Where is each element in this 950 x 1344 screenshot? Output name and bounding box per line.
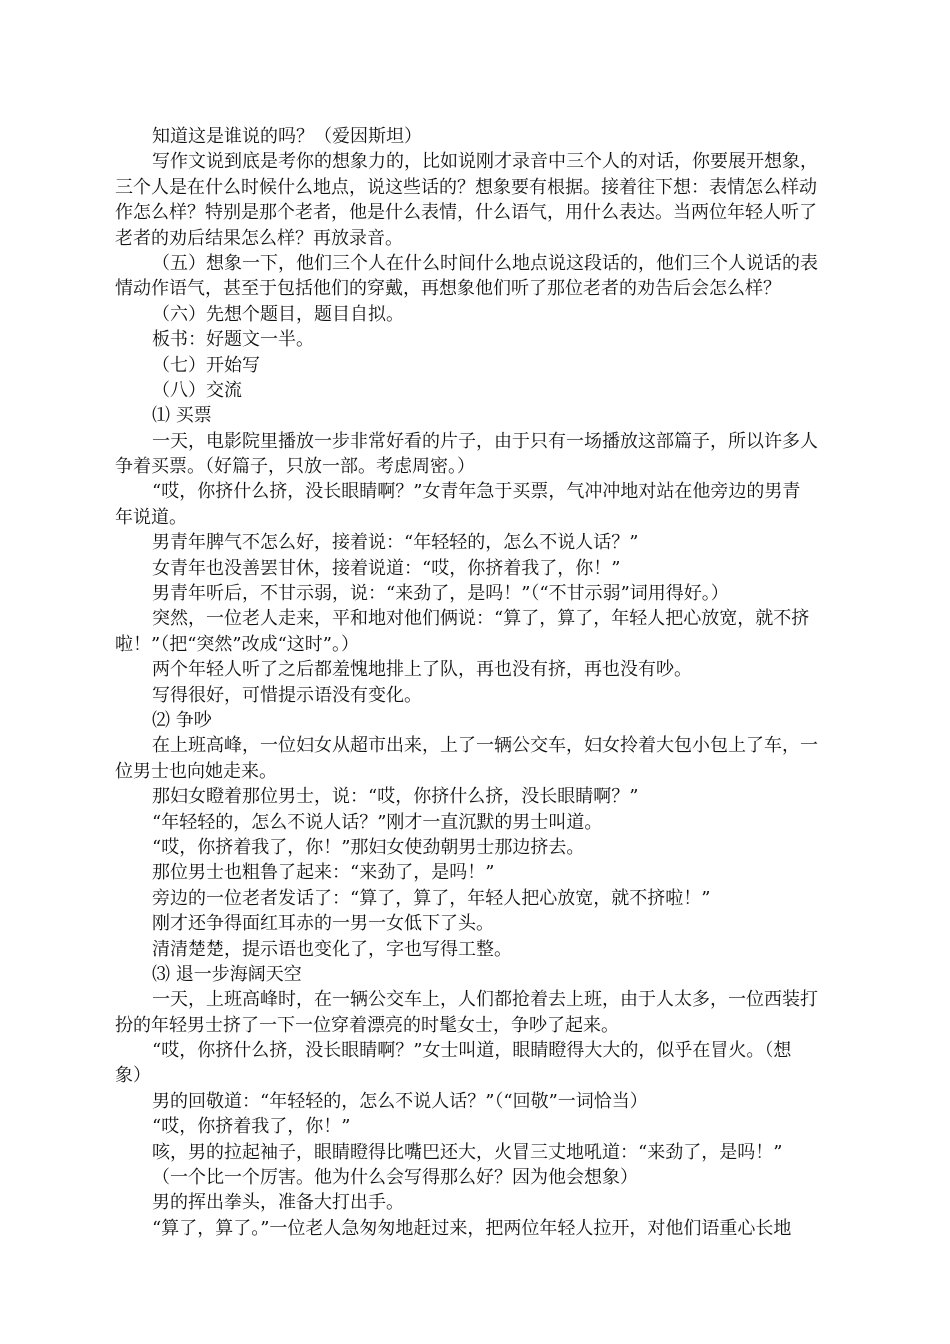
text-line: “哎，你挤着我了，你！”那妇女使劲朝男士那边挤去。 (152, 836, 585, 858)
text-line: 老者的劝后结果怎么样？再放录音。 (115, 227, 403, 249)
text-line: “哎，你挤什么挤，没长眼睛啊？”女士叫道，眼睛瞪得大大的，似乎在冒火。（想 (152, 1040, 792, 1062)
text-line: 清清楚楚，提示语也变化了，字也写得工整。 (152, 938, 512, 960)
text-line: 男的回敬道：“年轻轻的，怎么不说人话？”（“回敬”一词恰当） (152, 1090, 648, 1112)
text-line: 两个年轻人听了之后都羞愧地排上了队，再也没有挤，再也没有吵。 (152, 659, 692, 681)
text-line: ⑶ 退一步海阔天空 (152, 963, 302, 985)
text-line: 年说道。 (115, 506, 187, 528)
text-line: （五）想象一下，他们三个人在什么时间什么地点说这段话的，他们三个人说话的表 (152, 252, 818, 274)
text-line: 一天，上班高峰时，在一辆公交车上，人们都抢着去上班，由于人太多，一位西装打 (152, 989, 818, 1011)
text-line: 三个人是在什么时候什么地点，说这些话的？想象要有根据。接着往下想：表情怎么样动 (115, 176, 817, 198)
text-line: 在上班高峰，一位妇女从超市出来，上了一辆公交车，妇女拎着大包小包上了车，一 (152, 735, 818, 757)
text-line: 男青年听后，不甘示弱，说：“来劲了，是吗！”（“不甘示弱”词用得好。） (152, 583, 729, 605)
text-line: （八）交流 (152, 379, 242, 401)
text-line: 扮的年轻男士挤了一下一位穿着漂亮的时髦女士，争吵了起来。 (115, 1014, 619, 1036)
document-page (115, 124, 839, 1241)
text-line: 写作文说到底是考你的想象力的，比如说刚才录音中三个人的对话，你要展开想象， (152, 151, 818, 173)
text-line: ⑵ 争吵 (152, 709, 212, 731)
text-line: 女青年也没善罢甘休，接着说道：“哎，你挤着我了，你！” (152, 557, 621, 579)
text-line: 啦！”（把“突然”改成“这时”。） (115, 633, 360, 655)
text-line: 作怎么样？特别是那个老者，他是什么表情，什么语气，用什么表达。当两位年轻人听了 (115, 202, 817, 224)
text-line: （六）先想个题目，题目自拟。 (152, 303, 404, 325)
text-line: “年轻轻的，怎么不说人话？”刚才一直沉默的男士叫道。 (152, 811, 603, 833)
text-line: 写得很好，可惜提示语没有变化。 (152, 684, 422, 706)
text-line: 那位男士也粗鲁了起来：“来劲了，是吗！” (152, 862, 495, 884)
text-line: 男的挥出拳头，准备大打出手。 (152, 1192, 404, 1214)
text-line: ⑴ 买票 (152, 405, 212, 427)
text-line: 一天，电影院里播放一步非常好看的片子，由于只有一场播放这部篇子，所以许多人 (152, 430, 818, 452)
text-line: （一个比一个厉害。他为什么会写得那么好？因为他会想象） (152, 1167, 638, 1189)
text-line: “哎，你挤什么挤，没长眼睛啊？”女青年急于买票，气冲冲地对站在他旁边的男青 (152, 481, 801, 503)
text-line: 知道这是谁说的吗？（爱因斯坦） (152, 126, 422, 147)
text-line: 情动作语气，甚至于包括他们的穿戴，再想象他们听了那位老者的劝告后会怎么样？ (115, 278, 781, 300)
text-line: 刚才还争得面红耳赤的一男一女低下了头。 (152, 913, 494, 935)
text-line: （七）开始写 (152, 354, 260, 376)
text-line: 咳，男的拉起袖子，眼睛瞪得比嘴巴还大，火冒三丈地吼道：“来劲了，是吗！” (152, 1141, 783, 1163)
text-line: 突然，一位老人走来，平和地对他们俩说：“算了，算了，年轻人把心放宽，就不挤 (152, 608, 810, 630)
text-line: 板书：好题文一半。 (152, 329, 314, 351)
text-line: 那妇女瞪着那位男士，说：“哎，你挤什么挤，没长眼睛啊？” (152, 786, 639, 808)
text-line: 男青年脾气不怎么好，接着说：“年轻轻的，怎么不说人话？” (152, 532, 639, 554)
text-line: 争着买票。（好篇子，只放一部。考虑周密。） (115, 456, 475, 478)
text-line: 象） (115, 1065, 151, 1087)
text-line: “算了，算了。”一位老人急匆匆地赶过来，把两位年轻人拉开，对他们语重心长地 (152, 1217, 792, 1239)
text-line: 旁边的一位老者发话了：“算了，算了，年轻人把心放宽，就不挤啦！” (152, 887, 711, 909)
text-line: 位男士也向她走来。 (115, 760, 277, 782)
text-line: “哎，你挤着我了，你！” (152, 1116, 351, 1138)
